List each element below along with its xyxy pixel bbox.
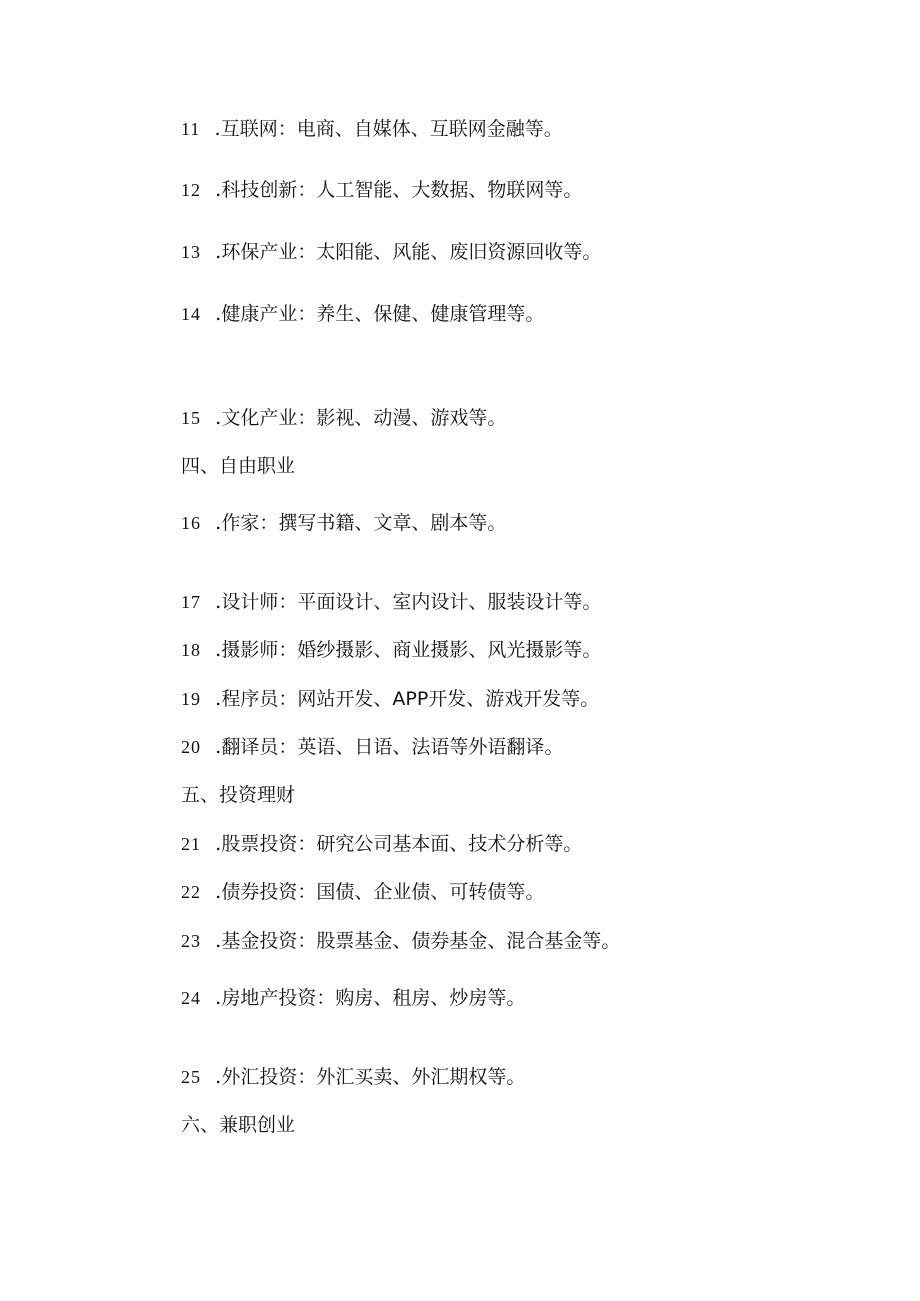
item-text: 外汇投资：外汇买卖、外汇期权等。 [221,1066,526,1088]
list-item [181,115,563,142]
item-number: 25 [181,1067,201,1087]
item-number: 18 [181,640,201,660]
item-text: 房地产投资：购房、租房、炒房等。 [221,987,526,1009]
item-text: 设计师：平面设计、室内设计、服装设计等。 [221,591,602,613]
item-dot: . [214,116,221,140]
item-text: 股票投资：研究公司基本面、技术分析等。 [221,833,583,855]
item-number: 19 [181,689,201,709]
item-dot: . [215,177,222,201]
item-number: 11 [181,119,201,139]
item-dot: . [215,734,222,758]
item-number: 21 [181,834,201,854]
item-number: 22 [181,882,201,902]
list-item [181,636,601,663]
item-dot: . [215,239,222,263]
item-text: 互联网：电商、自媒体、互联网金融等。 [220,118,563,140]
list-item [181,984,525,1011]
item-number: 20 [181,737,201,757]
item-dot: . [215,589,222,613]
list-item [181,588,601,615]
list-item [181,878,544,905]
item-text: 债券投资：国债、企业债、可转债等。 [221,881,545,903]
item-dot: . [215,686,222,710]
item-dot: . [215,985,222,1009]
list-item [181,927,620,954]
section-heading [181,781,295,808]
item-text: 程序员：网站开发、APP开发、游戏开发等。 [221,688,600,710]
item-dot: . [215,405,222,429]
item-number: 24 [181,988,201,1008]
item-text: 翻译员：英语、日语、法语等外语翻译。 [221,736,564,758]
item-dot: . [215,1064,222,1088]
item-text: 摄影师：婚纱摄影、商业摄影、风光摄影等。 [221,639,602,661]
section-heading [181,1111,295,1138]
list-item [181,238,601,265]
item-number: 17 [181,592,201,612]
list-item [181,733,563,760]
item-text: 环保产业：太阳能、风能、废旧资源回收等。 [221,241,602,263]
item-text: 基金投资：股票基金、债券基金、混合基金等。 [221,930,621,952]
item-dot: . [215,510,222,534]
list-item [181,176,582,203]
heading-text: 四、自由职业 [181,455,296,477]
list-item [181,830,582,857]
item-text: 文化产业：影视、动漫、游戏等。 [221,407,507,429]
item-number: 12 [181,180,201,200]
heading-text: 六、兼职创业 [181,1114,296,1136]
item-number: 14 [181,304,201,324]
section-heading [181,452,295,479]
list-item [181,509,506,536]
list-item [181,1063,525,1090]
item-number: 13 [181,242,201,262]
item-number: 15 [181,408,201,428]
item-text: 健康产业：养生、保健、健康管理等。 [221,303,545,325]
heading-text: 五、投资理财 [181,784,296,806]
item-number: 16 [181,513,201,533]
list-item [181,300,544,327]
item-dot: . [215,879,222,903]
item-text: 科技创新：人工智能、大数据、物联网等。 [221,179,583,201]
item-dot: . [215,928,222,952]
list-item [181,404,506,431]
item-dot: . [215,637,222,661]
list-item [181,685,599,712]
item-dot: . [215,831,222,855]
item-text: 作家：撰写书籍、文章、剧本等。 [221,512,507,534]
item-dot: . [215,301,222,325]
item-number: 23 [181,931,201,951]
